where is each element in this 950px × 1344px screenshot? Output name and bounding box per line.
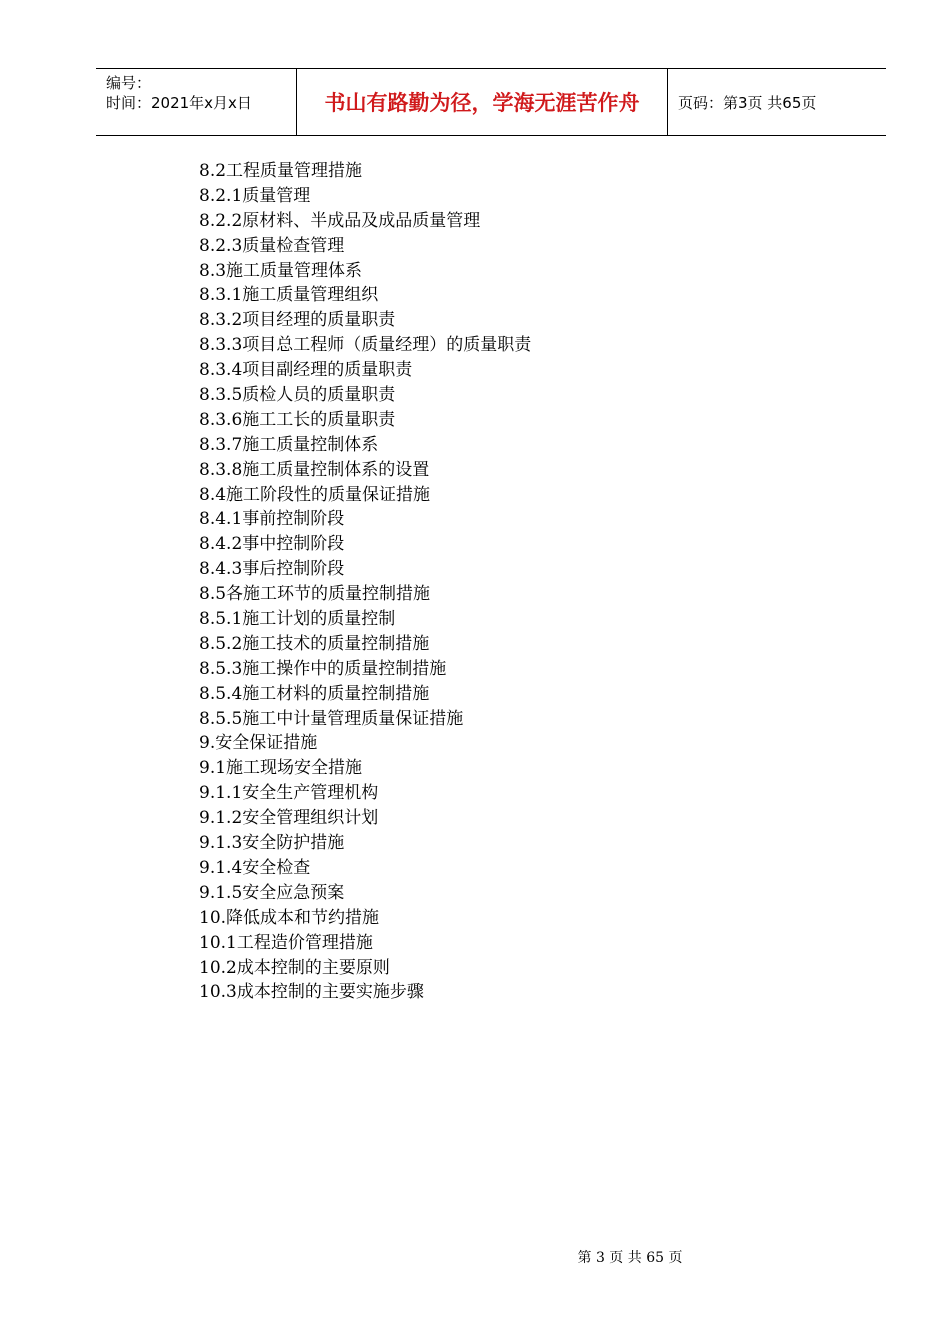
toc-item: 8.3.5质检人员的质量职责 [199, 385, 396, 406]
page-info: 页码：第3页 共65页 [678, 93, 817, 112]
toc-item: 10.2成本控制的主要原则 [199, 957, 390, 978]
page-footer: 第 3 页 共 65 页 [577, 1250, 683, 1266]
toc-item: 8.5.2施工技术的质量控制措施 [199, 633, 430, 654]
toc-item: 10.3成本控制的主要实施步骤 [199, 982, 424, 1003]
toc-item: 10.1工程造价管理措施 [199, 932, 373, 953]
toc-item: 10.降低成本和节约措施 [199, 907, 380, 928]
toc-item: 8.4.2事中控制阶段 [199, 534, 345, 555]
header-motto-cell [297, 69, 668, 135]
toc-item: 9.1.2安全管理组织计划 [199, 808, 379, 829]
toc-item: 8.3.2项目经理的质量职责 [199, 310, 396, 331]
toc-item: 8.3施工质量管理体系 [199, 260, 363, 281]
toc-item: 8.2.2原材料、半成品及成品质量管理 [199, 210, 481, 231]
toc-item: 9.1.1安全生产管理机构 [199, 783, 379, 804]
toc-item: 8.5.4施工材料的质量控制措施 [199, 683, 430, 704]
toc-item: 8.3.6施工工长的质量职责 [199, 409, 396, 430]
table-of-contents [199, 159, 531, 1005]
toc-item: 8.2.1质量管理 [199, 185, 311, 206]
toc-item: 9.1施工现场安全措施 [199, 758, 363, 779]
toc-item: 9.1.3安全防护措施 [199, 833, 345, 854]
toc-item: 8.2.3质量检查管理 [199, 235, 345, 256]
toc-item: 8.3.4项目副经理的质量职责 [199, 360, 413, 381]
toc-item: 9.安全保证措施 [199, 733, 318, 754]
toc-item: 8.5.5施工中计量管理质量保证措施 [199, 708, 464, 729]
toc-item: 9.1.5安全应急预案 [199, 882, 345, 903]
toc-item: 8.5.3施工操作中的质量控制措施 [199, 658, 447, 679]
header-meta-cell [96, 69, 297, 135]
toc-item: 8.3.1施工质量管理组织 [199, 285, 379, 306]
serial-label: 编号： [106, 74, 152, 92]
toc-item: 8.4.1事前控制阶段 [199, 509, 345, 530]
toc-item: 8.3.3项目总工程师（质量经理）的质量职责 [199, 335, 532, 356]
toc-item: 8.2工程质量管理措施 [199, 161, 363, 181]
toc-item: 8.4.3事后控制阶段 [199, 559, 345, 580]
header-page-cell [668, 69, 886, 135]
motto-text: 书山有路勤为径，学海无涯苦作舟 [324, 91, 640, 115]
toc-item: 8.4施工阶段性的质量保证措施 [199, 484, 431, 505]
time-label: 时间：2021年x月x日 [106, 94, 252, 112]
toc-item: 8.3.7施工质量控制体系 [199, 434, 379, 455]
toc-item: 8.5各施工环节的质量控制措施 [199, 584, 431, 605]
toc-item: 8.3.8施工质量控制体系的设置 [199, 459, 430, 480]
page-header [96, 68, 886, 136]
toc-item: 8.5.1施工计划的质量控制 [199, 609, 396, 630]
toc-item: 9.1.4安全检查 [199, 857, 311, 878]
